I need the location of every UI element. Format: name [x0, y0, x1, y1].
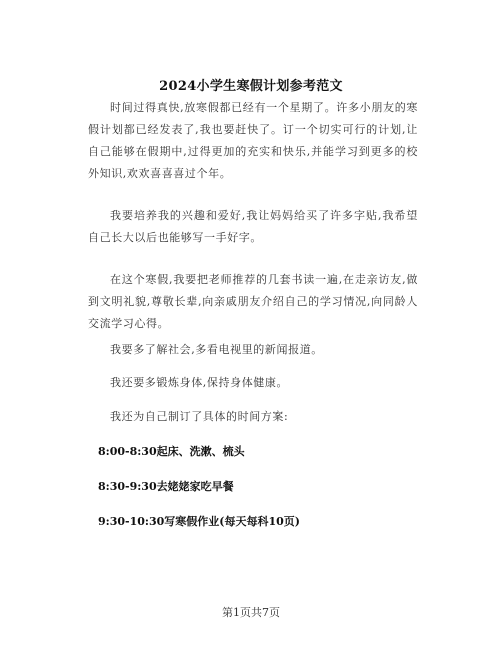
schedule-item-breakfast: 8:30-9:30去姥姥家吃早餐	[98, 480, 234, 493]
line-schedule-intro: 我还为自己制订了具体的时间方案:	[110, 410, 289, 423]
page-number: 第1页共7页	[222, 606, 280, 619]
document-title: 2024小学生寒假计划参考范文	[159, 79, 343, 94]
paragraph-handwriting: 我要培养我的兴趣和爱好,我让妈妈给买了许多字贴,我希望自己长大以后也能够写一手好字。	[88, 209, 418, 244]
paragraph-intro: 时间过得真快,放寒假都已经有一个星期了。许多小朋友的寒假计划都已经发表了,我也要赶快了。订一个切实可行的计划,让自己能够在假期中,过得更加的充实和快乐,并能学习到更多的校外知识,欢欢喜喜喜过个年。	[88, 101, 418, 180]
schedule-item-wakeup: 8:00-8:30起床、洗漱、梳头	[98, 445, 245, 458]
line-news: 我要多了解社会,多看电视里的新闻报道。	[110, 343, 323, 356]
schedule-item-homework: 9:30-10:30写寒假作业(每天每科10页)	[98, 515, 300, 528]
line-exercise: 我还要多锻炼身体,保持身体健康。	[110, 376, 289, 389]
paragraph-reading: 在这个寒假,我要把老师推荐的几套书读一遍,在走亲访友,做到文明礼貌,尊敬长辈,向亲戚朋友介绍自己的学习情况,向同龄人交流学习心得。	[88, 273, 418, 330]
